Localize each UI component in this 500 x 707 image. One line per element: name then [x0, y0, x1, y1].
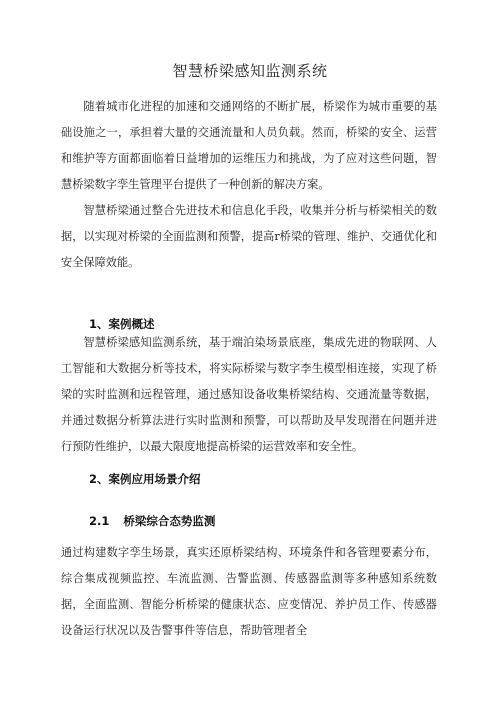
subsection-2-1-heading — [89, 513, 215, 529]
subsection-number: 2.1 — [89, 514, 110, 528]
document-title: 智慧桥梁感知监测系统 — [172, 62, 328, 80]
subsection-title: 桥梁综合态势监测 — [123, 514, 216, 528]
section-2-heading: 2、案例应用场景介绍 — [89, 472, 201, 486]
intro-paragraph-1: 随着城市化进程的加速和交通网络的不断扩展，桥梁作为城市重要的基础设施之一，承担着大量的交通流量和人员负载。然而，桥梁的安全、运营和维护等方面都面临着日益增加的运维压力和挑战，为了应对这些问题，智慧桥梁数字孪生管理平台提供了一种创新的解决方案。 — [61, 100, 437, 191]
subsection-2-1-paragraph: 通过构建数字孪生场景，真实还原桥梁结构、环境条件和各管理要素分布，综合集成视频监控、车流监测、告警监测、传感器监测等多种感知系统数据，全面监测、智能分析桥梁的健康状态、应变情况、养护员工作、传感器设备运行状况以及告警事件等信息，帮助管理者全 — [61, 546, 437, 637]
intro-paragraph-2: 智慧桥梁通过整合先进技术和信息化手段，收集并分析与桥梁相关的数据，以实现对桥梁的全面监测和预警，提高r桥梁的管理、维护、交通优化和安全保障效能。 — [61, 204, 437, 269]
section-1-heading: 1、案例概述 — [89, 317, 155, 331]
section-1-paragraph: 智慧桥梁感知监测系统，基于端泊染场景底座，集成先进的物联网、人工智能和大数据分析等技术，将实际桥梁与数字李生模型相连接，实现了桥梁的实时监测和远程管理，通过感知设备收集桥梁结构、交通流量等数据，并通过数据分析算法进行实时监测和预警，可以帮助及早发现潜在问题并进行预防性维护，以最大限度地提高桥梁的运营效率和安全性。 — [61, 336, 437, 453]
